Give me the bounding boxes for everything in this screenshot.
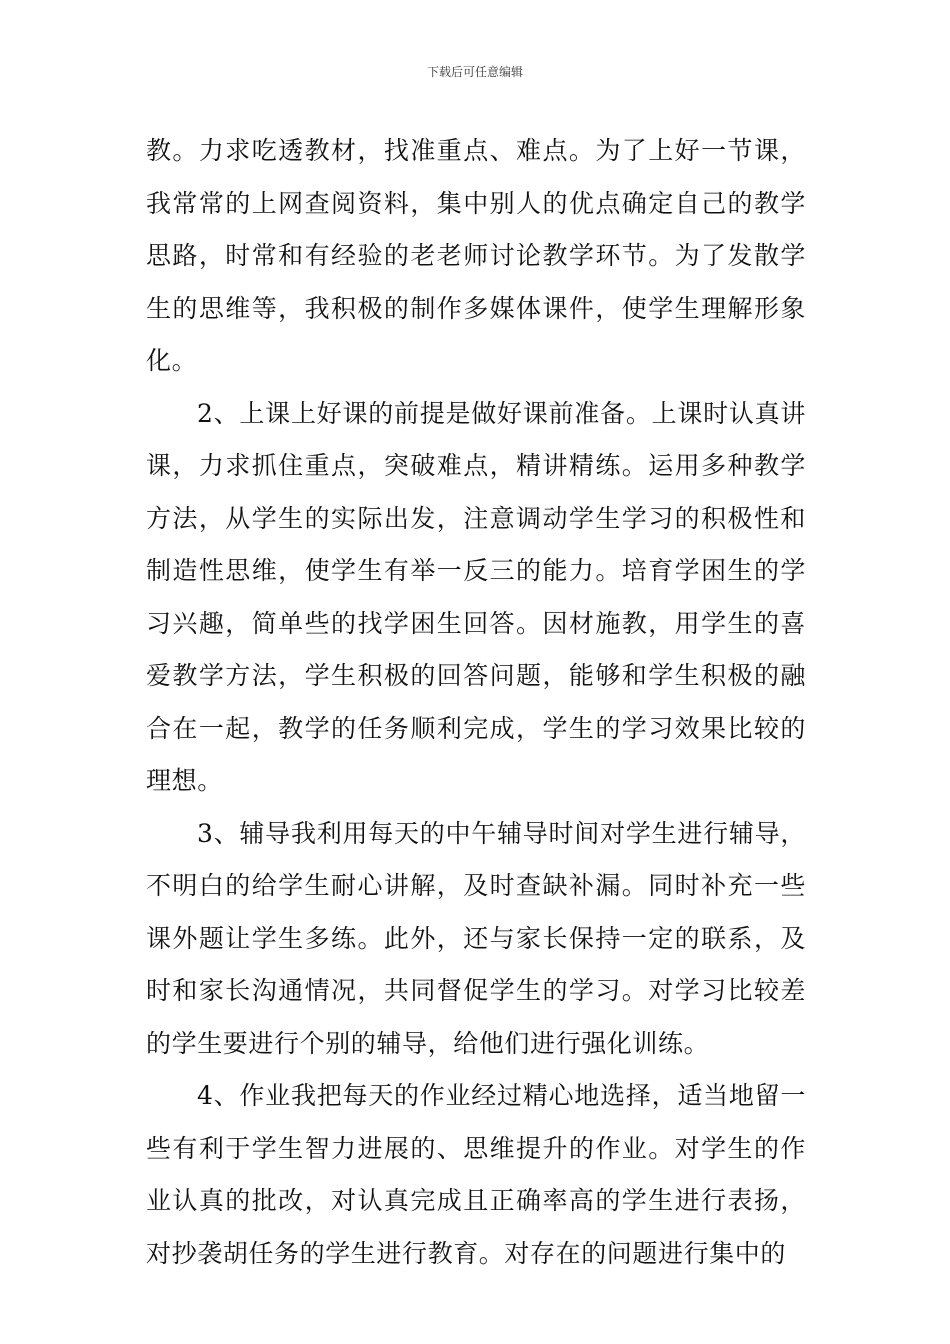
page-header: 下载后可任意编辑 [426,65,523,79]
paragraph-lesson-teaching: 2、上课上好课的前提是做好课前准备。上课时认真讲课，力求抓住重点，突破难点，精讲精练。运用多种教学方法，从学生的实际出发，注意调动学生学习的积极性和制造性思维，使学生有举一反三的能力。培育学困生的学习兴趣，简单些的找学困生回答。因材施教，用学生的喜爱教学方法，学生积极的回答问题，能够和学生积极的融合在一起，教学的任务顺利完成，学生的学习效果比较的理想。 [146,398,806,795]
paragraph-continuation: 教。力求吃透教材，找准重点、难点。为了上好一节课，我常常的上网查阅资料，集中别人的优点确定自己的教学思路，时常和有经验的老老师讨论教学环节。为了发散学生的思维等，我积极的制作多媒体课件，使学生理解形象化。 [146,136,806,375]
paragraph-tutoring: 3、辅导我利用每天的中午辅导时间对学生进行辅导，不明白的给学生耐心讲解，及时查缺补漏。同时补充一些课外题让学生多练。此外，还与家长保持一定的联系，及时和家长沟通情况，共同督促学生的学习。对学习比较差的学生要进行个别的辅导，给他们进行强化训练。 [146,818,806,1058]
paragraph-homework: 4、作业我把每天的作业经过精心地选择，适当地留一些有利于学生智力进展的、思维提升的作业。对学生的作业认真的批改，对认真完成且正确率高的学生进行表扬，对抄袭胡任务的学生进行教育。对存在的问题进行集中的 [146,1081,806,1268]
document-body [146,125,806,1280]
